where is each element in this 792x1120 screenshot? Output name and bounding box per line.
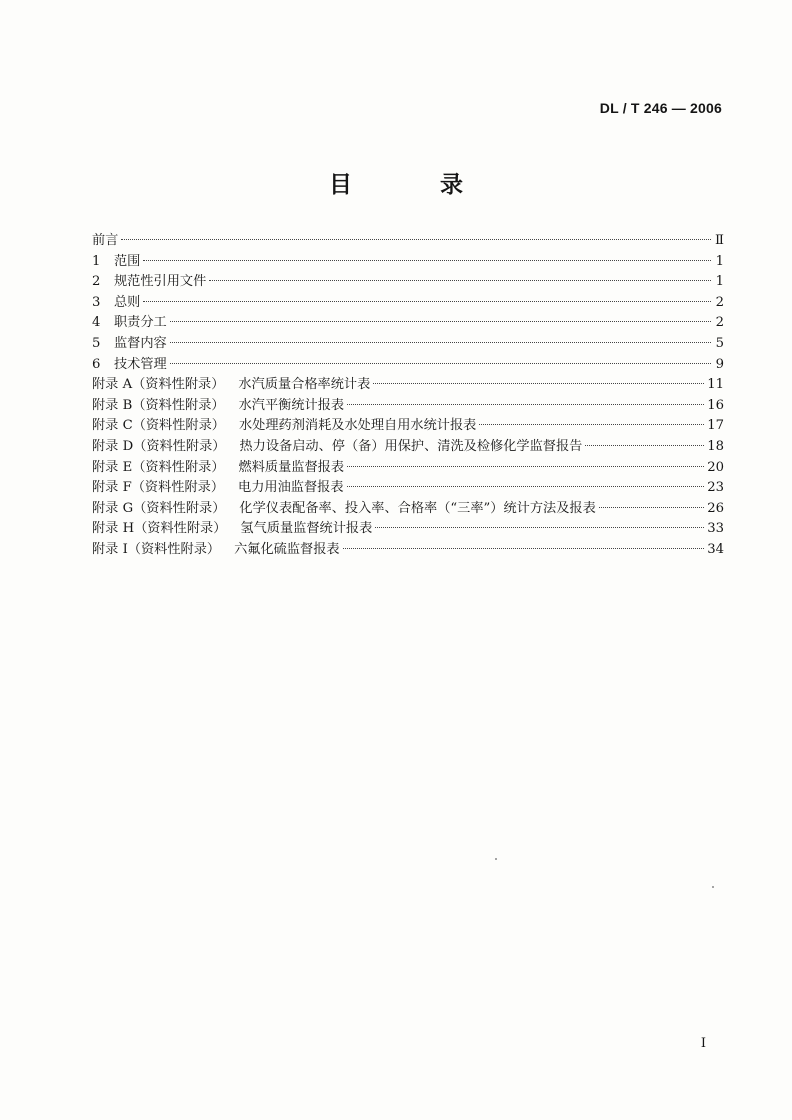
toc-entry-number: 1 bbox=[92, 253, 101, 269]
toc-dot-leader bbox=[170, 363, 711, 364]
toc-entry[interactable] bbox=[92, 396, 724, 417]
toc-entry[interactable] bbox=[92, 252, 724, 273]
toc-entry-title: 水处理药剂消耗及水处理自用水统计报表 bbox=[238, 418, 477, 434]
toc-entry-page: 16 bbox=[707, 397, 724, 413]
toc-entry-title: 监督内容 bbox=[114, 335, 167, 351]
toc-dot-leader bbox=[347, 486, 705, 487]
toc-entry-appendix-label: 附录 A（资料性附录） bbox=[92, 377, 225, 393]
toc-dot-leader bbox=[121, 239, 711, 240]
toc-entry-appendix-label: 附录 I（资料性附录） bbox=[92, 541, 221, 557]
toc-entry[interactable] bbox=[92, 313, 724, 334]
toc-dot-leader bbox=[170, 321, 711, 322]
toc-entry-title: 六氟化硫监督报表 bbox=[234, 541, 340, 557]
toc-entry-page: 17 bbox=[707, 418, 724, 434]
toc-entry-appendix-label: 附录 C（资料性附录） bbox=[92, 418, 225, 434]
toc-dot-leader bbox=[375, 527, 704, 528]
toc-dot-leader bbox=[143, 260, 711, 261]
toc-entry-page: 20 bbox=[707, 459, 724, 475]
toc-entry-appendix-label: 附录 F（资料性附录） bbox=[92, 480, 225, 496]
toc-dot-leader bbox=[343, 548, 705, 549]
toc-dot-leader bbox=[143, 301, 711, 302]
toc-entry-appendix-label: 附录 B（资料性附录） bbox=[92, 397, 225, 413]
toc-entry-title: 技术管理 bbox=[114, 356, 167, 372]
toc-entry-page: 9 bbox=[715, 356, 724, 372]
toc-entry[interactable] bbox=[92, 458, 724, 479]
toc-entry-title: 热力设备启动、停（备）用保护、清洗及检修化学监督报告 bbox=[239, 438, 583, 454]
scan-speck bbox=[712, 886, 714, 888]
toc-entry[interactable] bbox=[92, 272, 724, 293]
toc-entry-title: 水汽质量合格率统计表 bbox=[238, 377, 371, 393]
toc-entry[interactable] bbox=[92, 437, 724, 458]
toc-entry-page: 33 bbox=[707, 521, 724, 537]
toc-entry-page: 5 bbox=[715, 335, 724, 351]
toc-entry-number: 6 bbox=[92, 356, 101, 372]
toc-entry-number: 5 bbox=[92, 335, 101, 351]
page-number: I bbox=[700, 1036, 706, 1051]
scan-speck bbox=[495, 858, 497, 860]
toc-entry-title: 水汽平衡统计报表 bbox=[238, 397, 345, 413]
standard-code: DL / T 246 — 2006 bbox=[599, 100, 722, 116]
toc-entry-appendix-label: 附录 H（资料性附录） bbox=[92, 521, 227, 537]
toc-dot-leader bbox=[347, 404, 704, 405]
toc-entry-page: 2 bbox=[715, 294, 724, 310]
toc-dot-leader bbox=[373, 383, 704, 384]
table-of-contents bbox=[92, 231, 724, 561]
toc-dot-leader bbox=[170, 342, 711, 343]
toc-entry-page: Ⅱ bbox=[715, 233, 724, 248]
toc-entry-title: 电力用油监督报表 bbox=[238, 480, 344, 496]
toc-dot-leader bbox=[585, 445, 704, 446]
toc-entry-title: 职责分工 bbox=[114, 315, 167, 331]
toc-entry[interactable] bbox=[92, 375, 724, 396]
toc-entry[interactable] bbox=[92, 519, 724, 540]
toc-entry-appendix-label: 附录 E（资料性附录） bbox=[92, 459, 225, 475]
toc-entry-appendix-label: 附录 G（资料性附录） bbox=[92, 500, 226, 516]
toc-entry[interactable] bbox=[92, 231, 724, 252]
toc-entry-page: 11 bbox=[707, 377, 724, 393]
toc-entry-appendix-label: 附录 D（资料性附录） bbox=[92, 438, 226, 454]
toc-entry-page: 18 bbox=[707, 438, 724, 454]
toc-entry-page: 1 bbox=[715, 253, 724, 269]
toc-entry[interactable] bbox=[92, 478, 724, 499]
toc-entry-title: 前言 bbox=[92, 233, 119, 248]
toc-entry[interactable] bbox=[92, 355, 724, 376]
toc-entry-title: 燃料质量监督报表 bbox=[238, 459, 345, 475]
toc-entry[interactable] bbox=[92, 334, 724, 355]
toc-dot-leader bbox=[479, 424, 704, 425]
toc-entry-page: 23 bbox=[707, 480, 724, 496]
toc-entry[interactable] bbox=[92, 499, 724, 520]
toc-entry[interactable] bbox=[92, 416, 724, 437]
toc-entry-page: 34 bbox=[707, 541, 724, 557]
toc-entry[interactable] bbox=[92, 293, 724, 314]
toc-entry-number: 4 bbox=[92, 315, 101, 331]
toc-entry-number: 3 bbox=[92, 294, 101, 310]
toc-entry-title: 氢气质量监督统计报表 bbox=[240, 521, 373, 537]
toc-title: 目 录 bbox=[328, 172, 503, 198]
toc-entry-page: 26 bbox=[707, 500, 724, 516]
toc-dot-leader bbox=[599, 507, 704, 508]
toc-entry-number: 2 bbox=[92, 274, 101, 290]
toc-entry-title: 范围 bbox=[114, 253, 141, 269]
toc-dot-leader bbox=[347, 466, 704, 467]
toc-entry[interactable] bbox=[92, 540, 724, 561]
toc-entry-title: 化学仪表配备率、投入率、合格率（“三率”）统计方法及报表 bbox=[239, 500, 596, 516]
toc-entry-page: 2 bbox=[715, 315, 724, 331]
toc-entry-title: 总则 bbox=[114, 294, 141, 310]
toc-dot-leader bbox=[209, 280, 711, 281]
toc-entry-title: 规范性引用文件 bbox=[114, 274, 207, 290]
toc-entry-page: 1 bbox=[715, 274, 724, 290]
